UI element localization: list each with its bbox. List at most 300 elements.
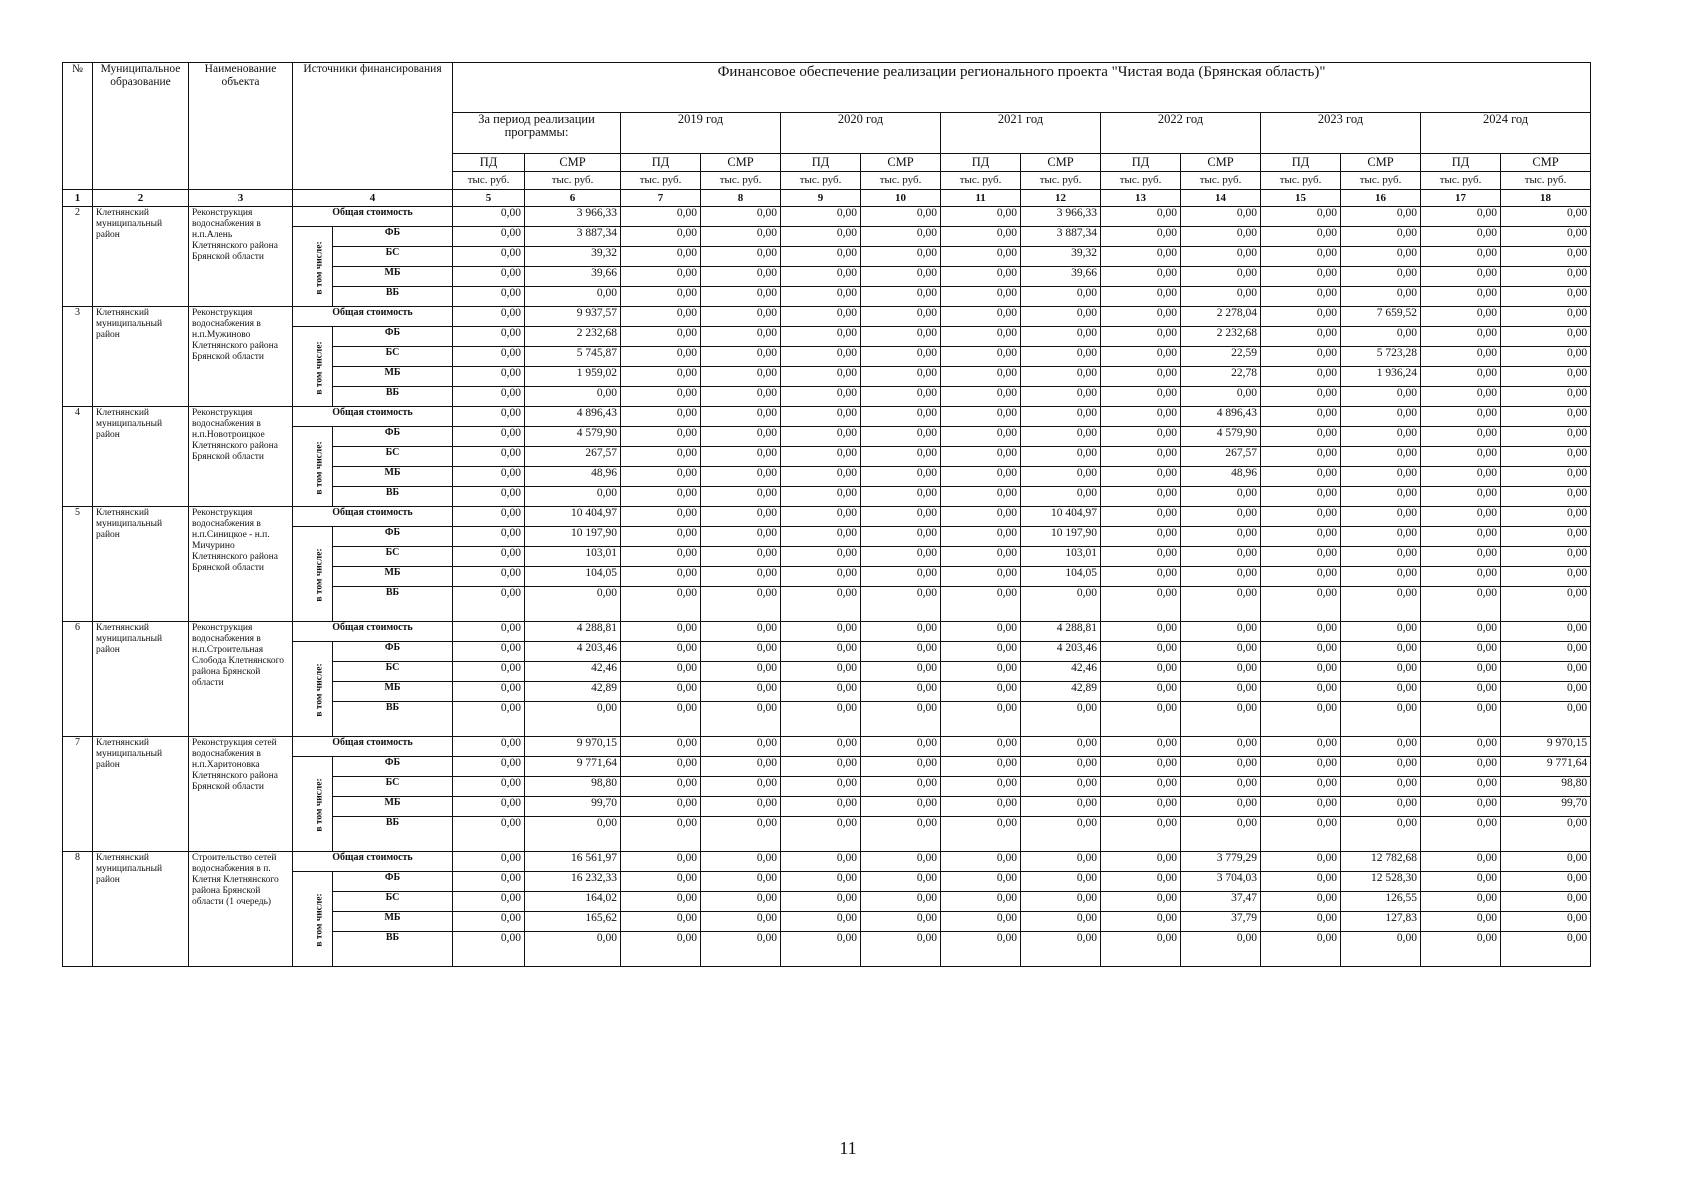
value-cell: 0,00 (453, 467, 525, 487)
value-cell: 0,00 (1101, 247, 1181, 267)
value-cell: 0,00 (1021, 757, 1101, 777)
value-cell: 0,00 (1261, 547, 1341, 567)
value-cell: 0,00 (1421, 547, 1501, 567)
value-cell: 0,00 (701, 912, 781, 932)
municipality-cell: Клетнянский муниципальный район (93, 407, 189, 507)
value-cell: 0,00 (701, 447, 781, 467)
value-cell: 0,00 (781, 817, 861, 852)
header-pd: ПД (1421, 154, 1501, 172)
value-cell: 0,00 (525, 287, 621, 307)
value-cell: 48,96 (1181, 467, 1261, 487)
value-cell: 0,00 (1181, 932, 1261, 967)
value-cell: 0,00 (701, 347, 781, 367)
header-unit: тыс. руб. (941, 172, 1021, 190)
value-cell: 0,00 (941, 327, 1021, 347)
value-cell: 0,00 (525, 387, 621, 407)
value-cell: 0,00 (453, 227, 525, 247)
value-cell: 42,46 (1021, 662, 1101, 682)
funding-source-label: МБ (333, 567, 453, 587)
value-cell: 0,00 (1421, 642, 1501, 662)
value-cell: 3 779,29 (1181, 852, 1261, 872)
value-cell: 0,00 (781, 407, 861, 427)
value-cell: 0,00 (701, 507, 781, 527)
value-cell: 37,47 (1181, 892, 1261, 912)
value-cell: 0,00 (1181, 737, 1261, 757)
value-cell: 0,00 (1501, 307, 1591, 327)
value-cell: 0,00 (781, 247, 861, 267)
value-cell: 0,00 (861, 307, 941, 327)
value-cell: 0,00 (1181, 507, 1261, 527)
value-cell: 0,00 (861, 447, 941, 467)
value-cell: 0,00 (781, 852, 861, 872)
value-cell: 165,62 (525, 912, 621, 932)
value-cell: 0,00 (1181, 642, 1261, 662)
value-cell: 0,00 (1101, 797, 1181, 817)
value-cell: 0,00 (621, 247, 701, 267)
value-cell: 0,00 (1101, 872, 1181, 892)
value-cell: 0,00 (621, 737, 701, 757)
funding-source-label: ВБ (333, 702, 453, 737)
value-cell: 0,00 (701, 757, 781, 777)
value-cell: 0,00 (621, 407, 701, 427)
value-cell: 0,00 (453, 527, 525, 547)
value-cell: 0,00 (1101, 407, 1181, 427)
header-smr: СМР (1181, 154, 1261, 172)
value-cell: 0,00 (1341, 327, 1421, 347)
value-cell: 0,00 (453, 207, 525, 227)
value-cell: 0,00 (941, 407, 1021, 427)
funding-source-label: ФБ (333, 527, 453, 547)
value-cell: 0,00 (1261, 447, 1341, 467)
table-row (63, 407, 1591, 427)
value-cell: 0,00 (941, 797, 1021, 817)
value-cell: 0,00 (1101, 932, 1181, 967)
value-cell: 0,00 (453, 287, 525, 307)
value-cell: 0,00 (701, 642, 781, 662)
value-cell: 0,00 (1181, 567, 1261, 587)
value-cell: 0,00 (1501, 347, 1591, 367)
value-cell: 0,00 (1261, 622, 1341, 642)
table-body (63, 207, 1591, 967)
financing-table-sheet (62, 62, 1586, 967)
value-cell: 0,00 (1421, 797, 1501, 817)
value-cell: 0,00 (1261, 247, 1341, 267)
value-cell: 0,00 (1341, 427, 1421, 447)
value-cell: 0,00 (1421, 287, 1501, 307)
header-column-number: 3 (189, 190, 293, 207)
value-cell: 0,00 (861, 587, 941, 622)
header-column-number: 5 (453, 190, 525, 207)
funding-source-label: МБ (333, 367, 453, 387)
value-cell: 0,00 (1181, 682, 1261, 702)
value-cell: 0,00 (1341, 407, 1421, 427)
value-cell: 0,00 (1341, 662, 1421, 682)
value-cell: 0,00 (1421, 267, 1501, 287)
value-cell: 0,00 (1021, 872, 1101, 892)
value-cell: 0,00 (1101, 642, 1181, 662)
municipality-cell: Клетнянский муниципальный район (93, 507, 189, 622)
value-cell: 10 404,97 (1021, 507, 1101, 527)
value-cell: 0,00 (1341, 467, 1421, 487)
header-column-number: 18 (1501, 190, 1591, 207)
funding-source-label: МБ (333, 467, 453, 487)
value-cell: 0,00 (1101, 587, 1181, 622)
funding-source-label: БС (333, 247, 453, 267)
funding-source-label: ФБ (333, 227, 453, 247)
header-unit: тыс. руб. (621, 172, 701, 190)
object-name-cell: Реконструкция сетей водоснабжения в н.п.Харитоновка Клетнянского района Брянской области (189, 737, 293, 852)
value-cell: 0,00 (861, 507, 941, 527)
value-cell: 0,00 (941, 207, 1021, 227)
value-cell: 0,00 (941, 662, 1021, 682)
funding-source-label: МБ (333, 912, 453, 932)
total-cost-label: Общая стоимость (293, 852, 453, 872)
value-cell: 104,05 (525, 567, 621, 587)
value-cell: 0,00 (701, 207, 781, 227)
value-cell: 0,00 (941, 287, 1021, 307)
including-label-cell (293, 227, 333, 307)
header-unit: тыс. руб. (1101, 172, 1181, 190)
value-cell: 0,00 (861, 912, 941, 932)
value-cell: 0,00 (1101, 777, 1181, 797)
value-cell: 0,00 (861, 487, 941, 507)
value-cell: 0,00 (701, 267, 781, 287)
header-pd: ПД (1261, 154, 1341, 172)
value-cell: 0,00 (1101, 892, 1181, 912)
value-cell: 0,00 (621, 447, 701, 467)
value-cell: 0,00 (1501, 427, 1591, 447)
value-cell: 0,00 (1501, 267, 1591, 287)
value-cell: 0,00 (861, 387, 941, 407)
value-cell: 0,00 (941, 247, 1021, 267)
value-cell: 0,00 (1101, 547, 1181, 567)
header-municipality: Муниципальное образование (93, 63, 189, 190)
value-cell: 0,00 (781, 737, 861, 757)
value-cell: 4 579,90 (525, 427, 621, 447)
value-cell: 0,00 (1421, 872, 1501, 892)
header-pd: ПД (1101, 154, 1181, 172)
value-cell: 0,00 (621, 662, 701, 682)
value-cell: 0,00 (453, 932, 525, 967)
value-cell: 0,00 (701, 327, 781, 347)
value-cell: 0,00 (1341, 622, 1421, 642)
value-cell: 0,00 (701, 932, 781, 967)
value-cell: 0,00 (621, 702, 701, 737)
value-cell: 0,00 (1341, 547, 1421, 567)
value-cell: 0,00 (1101, 387, 1181, 407)
value-cell: 0,00 (1021, 387, 1101, 407)
value-cell: 0,00 (453, 447, 525, 467)
value-cell: 0,00 (1341, 527, 1421, 547)
value-cell: 0,00 (1021, 817, 1101, 852)
value-cell: 0,00 (1421, 587, 1501, 622)
header-unit: тыс. руб. (453, 172, 525, 190)
header-column-number: 16 (1341, 190, 1421, 207)
header-period: 2019 год (621, 113, 781, 154)
value-cell: 0,00 (1501, 227, 1591, 247)
value-cell: 0,00 (781, 487, 861, 507)
including-label-cell (293, 642, 333, 737)
table-row (63, 307, 1591, 327)
header-column-number: 17 (1421, 190, 1501, 207)
including-label: в том числе: (314, 778, 325, 832)
value-cell: 0,00 (1261, 207, 1341, 227)
table-row (63, 757, 1591, 777)
value-cell: 0,00 (1021, 427, 1101, 447)
total-cost-label: Общая стоимость (293, 307, 453, 327)
value-cell: 0,00 (1341, 507, 1421, 527)
value-cell: 0,00 (621, 507, 701, 527)
value-cell: 0,00 (701, 467, 781, 487)
value-cell: 10 404,97 (525, 507, 621, 527)
value-cell: 0,00 (1501, 567, 1591, 587)
value-cell: 0,00 (621, 467, 701, 487)
value-cell: 0,00 (861, 527, 941, 547)
value-cell: 0,00 (941, 447, 1021, 467)
value-cell: 12 528,30 (1341, 872, 1421, 892)
value-cell: 0,00 (701, 622, 781, 642)
value-cell: 0,00 (1501, 447, 1591, 467)
value-cell: 0,00 (1421, 682, 1501, 702)
value-cell: 0,00 (1261, 587, 1341, 622)
value-cell: 0,00 (941, 737, 1021, 757)
value-cell: 0,00 (1021, 487, 1101, 507)
municipality-cell: Клетнянский муниципальный район (93, 852, 189, 967)
value-cell: 0,00 (453, 407, 525, 427)
header-unit: тыс. руб. (1021, 172, 1101, 190)
value-cell: 0,00 (1501, 487, 1591, 507)
financing-table (62, 62, 1591, 967)
value-cell: 0,00 (941, 777, 1021, 797)
funding-source-label: ВБ (333, 487, 453, 507)
value-cell: 0,00 (701, 287, 781, 307)
value-cell: 0,00 (941, 227, 1021, 247)
value-cell: 0,00 (861, 932, 941, 967)
value-cell: 0,00 (1501, 817, 1591, 852)
value-cell: 0,00 (1021, 287, 1101, 307)
value-cell: 42,89 (525, 682, 621, 702)
value-cell: 0,00 (1421, 387, 1501, 407)
value-cell: 0,00 (701, 777, 781, 797)
value-cell: 0,00 (781, 467, 861, 487)
value-cell: 0,00 (701, 367, 781, 387)
value-cell: 0,00 (1021, 467, 1101, 487)
value-cell: 0,00 (941, 892, 1021, 912)
value-cell: 0,00 (1341, 487, 1421, 507)
value-cell: 0,00 (781, 932, 861, 967)
table-row (63, 327, 1591, 347)
value-cell: 0,00 (1341, 447, 1421, 467)
table-row (63, 642, 1591, 662)
value-cell: 0,00 (1341, 817, 1421, 852)
value-cell: 0,00 (1421, 487, 1501, 507)
header-unit: тыс. руб. (525, 172, 621, 190)
value-cell: 0,00 (453, 622, 525, 642)
value-cell: 0,00 (781, 427, 861, 447)
value-cell: 0,00 (1421, 367, 1501, 387)
value-cell: 0,00 (781, 207, 861, 227)
value-cell: 0,00 (941, 642, 1021, 662)
value-cell: 0,00 (1021, 852, 1101, 872)
value-cell: 0,00 (1421, 347, 1501, 367)
value-cell: 0,00 (1101, 527, 1181, 547)
value-cell: 0,00 (941, 307, 1021, 327)
value-cell: 0,00 (1261, 507, 1341, 527)
value-cell: 9 937,57 (525, 307, 621, 327)
value-cell: 0,00 (621, 227, 701, 247)
total-cost-label: Общая стоимость (293, 622, 453, 642)
value-cell: 0,00 (1101, 467, 1181, 487)
value-cell: 0,00 (1501, 852, 1591, 872)
header-title: Финансовое обеспечение реализации регионального проекта "Чистая вода (Брянская область)" (453, 63, 1591, 113)
value-cell: 0,00 (701, 547, 781, 567)
funding-source-label: МБ (333, 682, 453, 702)
value-cell: 0,00 (861, 247, 941, 267)
value-cell: 0,00 (781, 642, 861, 662)
value-cell: 0,00 (1101, 207, 1181, 227)
value-cell: 0,00 (453, 872, 525, 892)
value-cell: 0,00 (941, 912, 1021, 932)
value-cell: 0,00 (1021, 307, 1101, 327)
value-cell: 0,00 (861, 737, 941, 757)
value-cell: 0,00 (621, 892, 701, 912)
value-cell: 0,00 (1101, 267, 1181, 287)
value-cell: 0,00 (621, 777, 701, 797)
value-cell: 4 288,81 (1021, 622, 1101, 642)
value-cell: 0,00 (1341, 702, 1421, 737)
value-cell: 0,00 (1101, 702, 1181, 737)
value-cell: 0,00 (861, 567, 941, 587)
value-cell: 126,55 (1341, 892, 1421, 912)
value-cell: 0,00 (861, 227, 941, 247)
value-cell: 0,00 (453, 682, 525, 702)
value-cell: 0,00 (453, 662, 525, 682)
value-cell: 0,00 (1421, 892, 1501, 912)
value-cell: 0,00 (621, 587, 701, 622)
value-cell: 0,00 (1261, 387, 1341, 407)
value-cell: 0,00 (621, 487, 701, 507)
header-period: 2022 год (1101, 113, 1261, 154)
funding-source-label: ФБ (333, 872, 453, 892)
value-cell: 0,00 (453, 817, 525, 852)
header-unit: тыс. руб. (1421, 172, 1501, 190)
value-cell: 0,00 (861, 892, 941, 912)
value-cell: 0,00 (1421, 932, 1501, 967)
including-label-cell (293, 872, 333, 967)
value-cell: 2 278,04 (1181, 307, 1261, 327)
value-cell: 0,00 (1501, 662, 1591, 682)
value-cell: 0,00 (1261, 567, 1341, 587)
value-cell: 0,00 (1261, 737, 1341, 757)
value-cell: 9 970,15 (1501, 737, 1591, 757)
value-cell: 0,00 (861, 287, 941, 307)
value-cell: 0,00 (621, 757, 701, 777)
value-cell: 0,00 (701, 682, 781, 702)
value-cell: 0,00 (781, 777, 861, 797)
header-column-number: 1 (63, 190, 93, 207)
object-name-cell: Реконструкция водоснабжения в н.п.Алень Клетнянского района Брянской области (189, 207, 293, 307)
value-cell: 0,00 (621, 642, 701, 662)
funding-source-label: ВБ (333, 387, 453, 407)
value-cell: 0,00 (1421, 817, 1501, 852)
including-label-cell (293, 327, 333, 407)
value-cell: 0,00 (1421, 912, 1501, 932)
table-row (63, 622, 1591, 642)
value-cell: 0,00 (861, 852, 941, 872)
value-cell: 2 232,68 (1181, 327, 1261, 347)
value-cell: 0,00 (1101, 227, 1181, 247)
value-cell: 0,00 (453, 307, 525, 327)
value-cell: 0,00 (1421, 307, 1501, 327)
value-cell: 0,00 (1261, 527, 1341, 547)
value-cell: 0,00 (781, 622, 861, 642)
value-cell: 0,00 (781, 682, 861, 702)
value-cell: 0,00 (1341, 777, 1421, 797)
value-cell: 0,00 (861, 207, 941, 227)
value-cell: 0,00 (941, 852, 1021, 872)
value-cell: 0,00 (941, 367, 1021, 387)
value-cell: 0,00 (453, 797, 525, 817)
funding-source-label: ФБ (333, 757, 453, 777)
value-cell: 9 771,64 (1501, 757, 1591, 777)
value-cell: 0,00 (781, 367, 861, 387)
value-cell: 0,00 (1021, 737, 1101, 757)
header-smr: СМР (861, 154, 941, 172)
value-cell: 0,00 (1501, 327, 1591, 347)
value-cell: 0,00 (861, 702, 941, 737)
value-cell: 0,00 (1421, 427, 1501, 447)
value-cell: 0,00 (453, 642, 525, 662)
header-column-number: 6 (525, 190, 621, 207)
value-cell: 0,00 (941, 932, 1021, 967)
value-cell: 0,00 (1501, 587, 1591, 622)
including-label: в том числе: (314, 240, 325, 295)
header-unit: тыс. руб. (1261, 172, 1341, 190)
including-label: в том числе: (314, 663, 325, 717)
table-row (63, 737, 1591, 757)
header-period: 2020 год (781, 113, 941, 154)
value-cell: 0,00 (1261, 327, 1341, 347)
header-column-number: 14 (1181, 190, 1261, 207)
header-period: 2023 год (1261, 113, 1421, 154)
value-cell: 0,00 (1021, 777, 1101, 797)
value-cell: 0,00 (1181, 587, 1261, 622)
funding-source-label: БС (333, 662, 453, 682)
value-cell: 0,00 (1261, 892, 1341, 912)
header-pd: ПД (621, 154, 701, 172)
value-cell: 0,00 (1101, 367, 1181, 387)
value-cell: 12 782,68 (1341, 852, 1421, 872)
value-cell: 0,00 (1421, 527, 1501, 547)
value-cell: 267,57 (525, 447, 621, 467)
funding-source-label: ВБ (333, 817, 453, 852)
object-name-cell: Строительство сетей водоснабжения в п. Клетня Клетнянского района Брянской области (1 очередь) (189, 852, 293, 967)
header-smr: СМР (701, 154, 781, 172)
value-cell: 99,70 (525, 797, 621, 817)
value-cell: 0,00 (701, 527, 781, 547)
value-cell: 0,00 (1181, 247, 1261, 267)
header-column-number: 2 (93, 190, 189, 207)
value-cell: 0,00 (1021, 702, 1101, 737)
value-cell: 0,00 (1021, 447, 1101, 467)
table-row (63, 527, 1591, 547)
value-cell: 0,00 (1501, 702, 1591, 737)
value-cell: 0,00 (1341, 267, 1421, 287)
header-sources: Источники финансирования (293, 63, 453, 190)
value-cell: 0,00 (1501, 682, 1591, 702)
value-cell: 0,00 (1421, 567, 1501, 587)
municipality-cell: Клетнянский муниципальный район (93, 207, 189, 307)
